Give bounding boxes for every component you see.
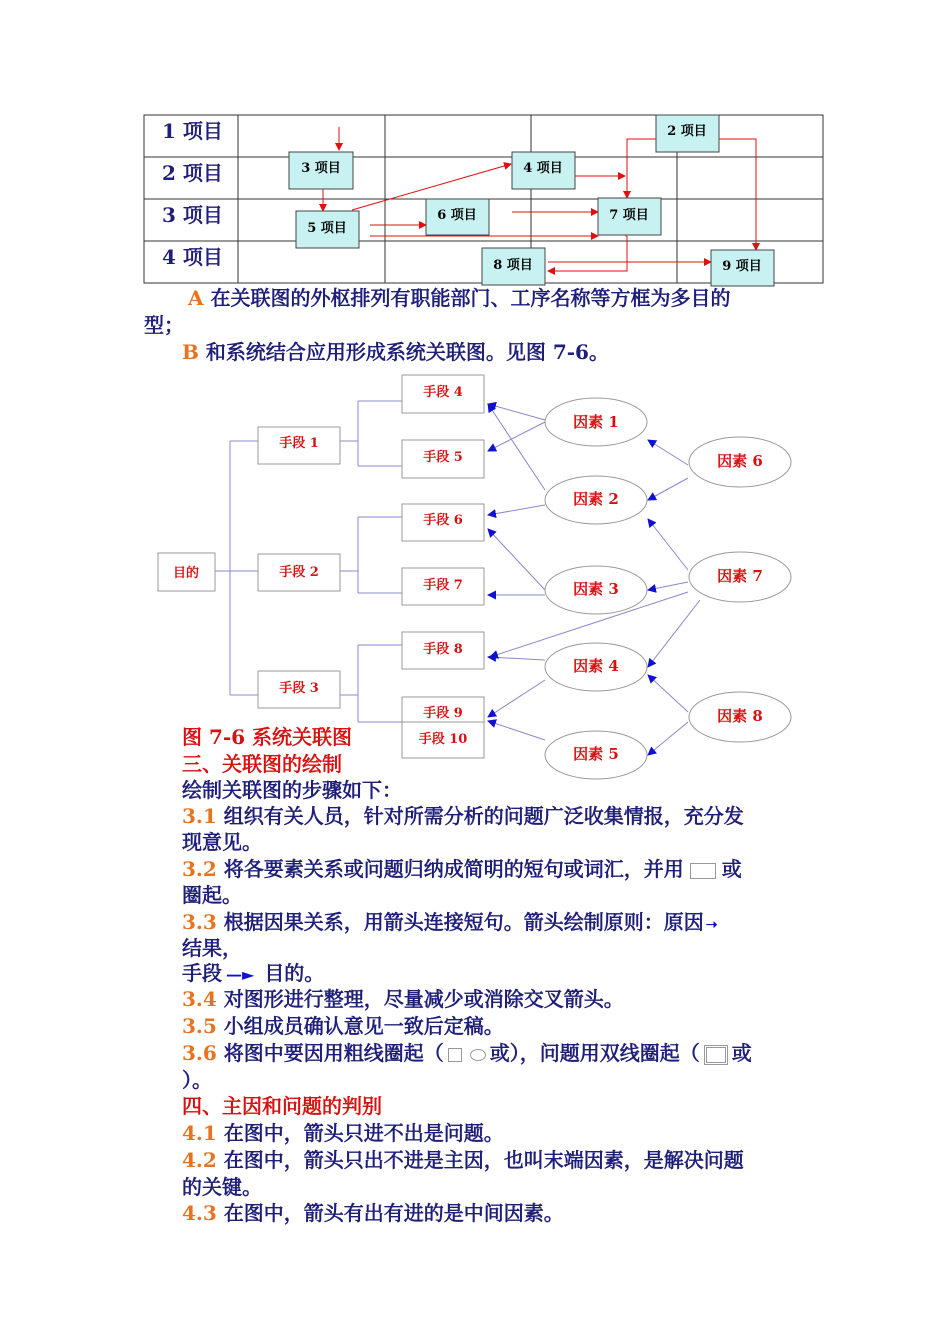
factor-ellipse bbox=[545, 398, 647, 446]
svg-text:手段 2: 手段 2 bbox=[279, 565, 319, 580]
means-box bbox=[402, 568, 484, 605]
rect-shape-icon bbox=[690, 863, 716, 879]
section3-intro: 绘制关联图的步骤如下： bbox=[182, 778, 402, 802]
purpose-box bbox=[158, 553, 215, 591]
svg-text:因素 5: 因素 5 bbox=[573, 745, 619, 763]
item-4-2: 4.2 在图中，箭头只出不进是主因，也叫末端因素，是解决问题 bbox=[182, 1148, 744, 1172]
means-box bbox=[402, 632, 484, 669]
paragraph-a-cont: 型； bbox=[144, 313, 184, 337]
svg-text:目的: 目的 bbox=[172, 566, 200, 581]
factor-ellipse bbox=[545, 476, 647, 524]
factor-ellipse bbox=[545, 643, 647, 691]
svg-text:5 项目: 5 项目 bbox=[307, 221, 347, 236]
svg-text:因素 2: 因素 2 bbox=[573, 490, 619, 508]
step-3-2-cont: 圈起。 bbox=[182, 883, 242, 907]
svg-text:手段 4: 手段 4 bbox=[423, 385, 463, 400]
means-box bbox=[402, 375, 484, 413]
svg-text:因素 6: 因素 6 bbox=[717, 452, 763, 470]
svg-text:4 项目: 4 项目 bbox=[523, 161, 563, 176]
step-3-6-cont: ）。 bbox=[182, 1068, 212, 1092]
svg-text:手段 5: 手段 5 bbox=[423, 450, 463, 465]
grid-row-label: 3 项目 bbox=[162, 203, 223, 227]
section3-heading: 三、关联图的绘制 bbox=[182, 752, 342, 776]
para-label: A bbox=[188, 286, 204, 310]
grid-row-label: 4 项目 bbox=[162, 245, 223, 269]
step-3-5: 3.5 小组成员确认意见一致后定稿。 bbox=[182, 1014, 504, 1038]
bold-rect-icon bbox=[448, 1048, 462, 1062]
para-text: 和系统结合应用形成系统关联图。见图 7-6。 bbox=[198, 340, 609, 364]
para-text: 在关联图的外枢排列有职能部门、工序名称等方框为多目的 bbox=[203, 286, 731, 310]
grid-item-box bbox=[426, 199, 489, 235]
double-rect-icon bbox=[704, 1045, 728, 1065]
step-3-3-cont: 结果， bbox=[182, 936, 242, 960]
step-3-6: 3.6 将图中要因用粗线圈起（ 或），问题用双线圈起（ 或 bbox=[182, 1041, 752, 1065]
grid-item-box bbox=[482, 248, 545, 285]
svg-text:手段 3: 手段 3 bbox=[279, 681, 319, 696]
svg-text:9 项目: 9 项目 bbox=[722, 259, 762, 274]
grid-item-box bbox=[711, 250, 774, 286]
svg-text:因素 8: 因素 8 bbox=[717, 707, 763, 725]
svg-text:手段 6: 手段 6 bbox=[423, 513, 463, 528]
step-3-1-cont: 现意见。 bbox=[182, 830, 262, 854]
svg-text:手段 9: 手段 9 bbox=[423, 706, 463, 721]
step-3-1: 3.1 组织有关人员，针对所需分析的问题广泛收集情报，充分发 bbox=[182, 804, 744, 828]
svg-text:2 项目: 2 项目 bbox=[667, 124, 707, 139]
means-box bbox=[402, 697, 484, 725]
grid-item-box bbox=[598, 198, 661, 235]
arrow-right-icon: ➝ bbox=[705, 917, 718, 933]
means-box bbox=[402, 722, 484, 758]
svg-text:8 项目: 8 项目 bbox=[493, 258, 533, 273]
factor-ellipse bbox=[689, 552, 791, 602]
svg-text:手段 1: 手段 1 bbox=[279, 436, 319, 451]
svg-text:因素 1: 因素 1 bbox=[573, 413, 619, 431]
figure-caption: 图 7-6 系统关联图 bbox=[182, 725, 353, 749]
section4-heading: 四、主因和问题的判别 bbox=[182, 1094, 382, 1118]
svg-text:手段 7: 手段 7 bbox=[423, 578, 463, 593]
svg-text:3 项目: 3 项目 bbox=[301, 161, 341, 176]
svg-text:因素 3: 因素 3 bbox=[573, 580, 619, 598]
svg-text:6 项目: 6 项目 bbox=[437, 208, 477, 223]
means-box bbox=[258, 554, 340, 591]
grid-item-box bbox=[296, 211, 359, 248]
grid-item-box bbox=[512, 152, 575, 189]
step-3-2: 3.2 将各要素关系或问题归纳成简明的短句或词汇，并用 或 bbox=[182, 857, 742, 881]
svg-text:手段 8: 手段 8 bbox=[423, 642, 463, 657]
svg-text:7 项目: 7 项目 bbox=[609, 208, 649, 223]
factor-ellipse bbox=[545, 566, 647, 614]
grid-row-label: 2 项目 bbox=[162, 161, 223, 185]
svg-text:手段 10: 手段 10 bbox=[418, 732, 468, 747]
paragraph-a bbox=[188, 285, 731, 311]
para-label: B bbox=[182, 340, 199, 364]
factor-ellipse bbox=[689, 437, 791, 487]
grid-item-box bbox=[656, 115, 719, 152]
bold-ellipse-icon bbox=[470, 1049, 486, 1061]
means-box bbox=[402, 504, 484, 541]
svg-text:因素 4: 因素 4 bbox=[573, 657, 619, 675]
arrow-right-icon: —► bbox=[226, 965, 255, 984]
step-3-3: 3.3 根据因果关系，用箭头连接短句。箭头绘制原则：原因 ➝ bbox=[182, 910, 718, 934]
grid-item-box bbox=[289, 152, 353, 189]
item-4-1: 4.1 在图中，箭头只进不出是问题。 bbox=[182, 1121, 504, 1145]
item-4-2-cont: 的关键。 bbox=[182, 1175, 262, 1199]
means-box bbox=[402, 440, 484, 478]
grid-row-label: 1 项目 bbox=[162, 119, 223, 143]
means-box bbox=[258, 671, 340, 708]
paragraph-b bbox=[182, 339, 609, 365]
factor-ellipse bbox=[545, 731, 647, 779]
svg-text:因素 7: 因素 7 bbox=[717, 567, 763, 585]
factor-ellipse bbox=[689, 692, 791, 742]
step-3-4: 3.4 对图形进行整理，尽量减少或消除交叉箭头。 bbox=[182, 987, 624, 1011]
step-3-3-cont2: 手段 —► 目的。 bbox=[182, 961, 325, 985]
item-4-3: 4.3 在图中，箭头有出有进的是中间因素。 bbox=[182, 1201, 564, 1225]
means-box bbox=[258, 427, 340, 464]
